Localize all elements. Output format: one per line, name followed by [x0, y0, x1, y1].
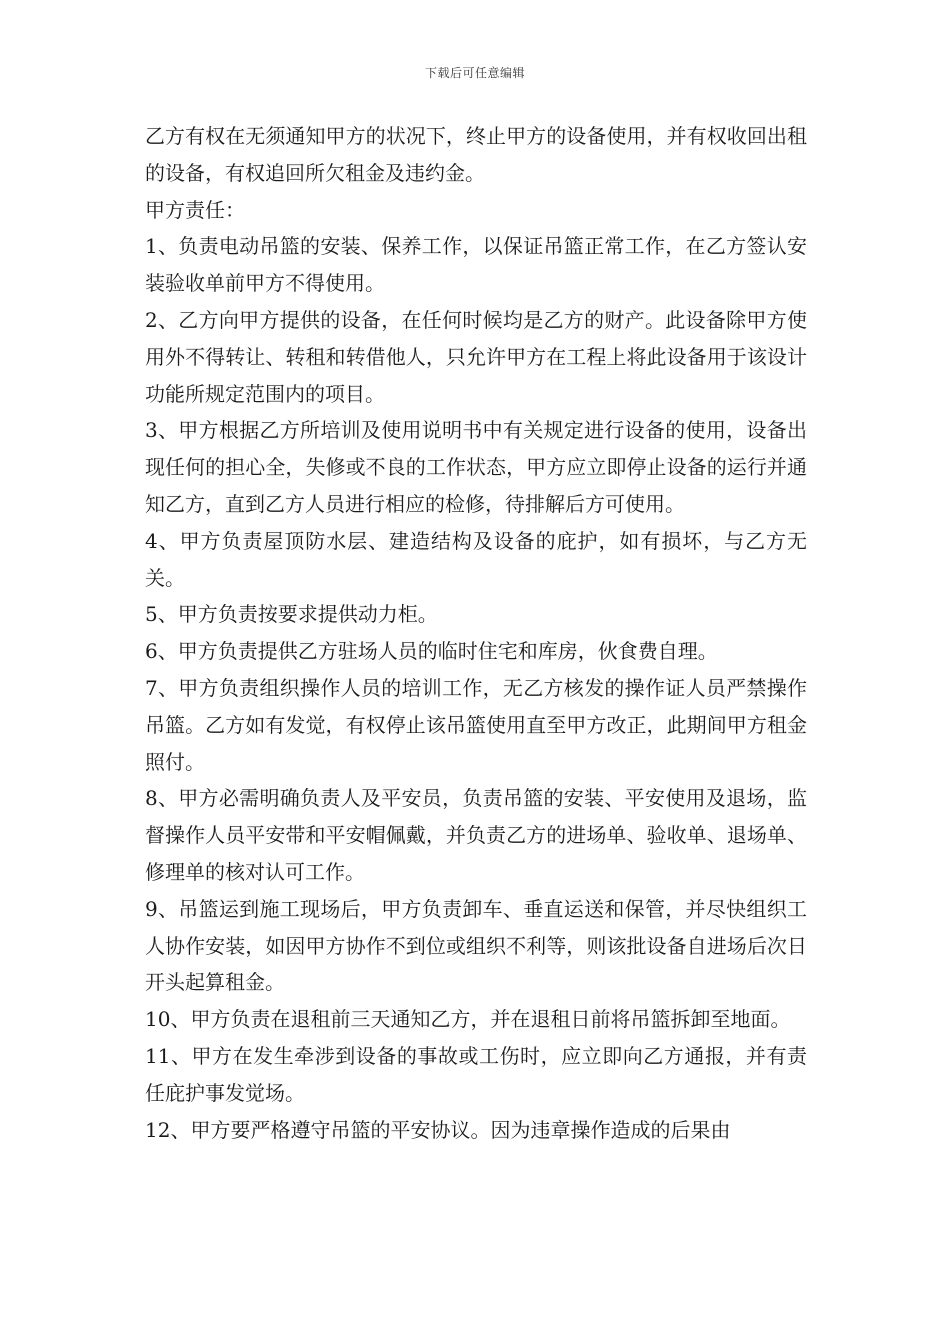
clause-4: 4、甲方负责屋顶防水层、建造结构及设备的庇护，如有损坏，与乙方无关。: [145, 528, 807, 590]
paragraph: 乙方有权在无须通知甲方的状况下，终止甲方的设备使用，并有权收回出租的设备，有权追回所欠租金及违约金。: [145, 124, 807, 185]
clause-1: 1、负责电动吊篮的安装、保养工作，以保证吊篮正常工作，在乙方签认安装验收单前甲方不得使用。: [145, 234, 807, 296]
clause-12: 12、甲方要严格遵守吊篮的平安协议。因为违章操作造成的后果由: [145, 1117, 731, 1142]
clause-5: 5、甲方负责按要求提供动力柜。: [145, 602, 438, 627]
clause-8: 8、甲方必需明确负责人及平安员，负责吊篮的安装、平安使用及退场，监督操作人员平安带和平安帽佩戴，并负责乙方的进场单、验收单、退场单、修理单的核对认可工作。: [145, 786, 807, 884]
clause-11: 11、甲方在发生牵涉到设备的事故或工伤时，应立即向乙方通报，并有责任庇护事发觉场。: [145, 1043, 807, 1105]
clause-3: 3、甲方根据乙方所培训及使用说明书中有关规定进行设备的使用，设备出现任何的担心全，失修或不良的工作状态，甲方应立即停止设备的运行并通知乙方，直到乙方人员进行相应的检修，待排解后方可使用。: [145, 418, 807, 516]
document-body: [145, 118, 807, 1148]
section-heading: 甲方责任：: [145, 197, 245, 222]
clause-10: 10、甲方负责在退租前三天通知乙方，并在退租日前将吊篮拆卸至地面。: [145, 1007, 791, 1032]
clause-2: 2、乙方向甲方提供的设备，在任何时候均是乙方的财产。此设备除甲方使用外不得转让、转租和转借他人，只允许甲方在工程上将此设备用于该设计功能所规定范围内的项目。: [145, 307, 807, 406]
clause-7: 7、甲方负责组织操作人员的培训工作，无乙方核发的操作证人员严禁操作吊篮。乙方如有发觉，有权停止该吊篮使用直至甲方改正，此期间甲方租金照付。: [145, 675, 807, 774]
clause-6: 6、甲方负责提供乙方驻场人员的临时住宅和库房，伙食费自理。: [145, 639, 718, 664]
page-header: 下载后可任意编辑: [424, 66, 525, 80]
clause-9: 9、吊篮运到施工现场后，甲方负责卸车、垂直运送和保管，并尽快组织工人协作安装，如因甲方协作不到位或组织不利等，则该批设备自进场后次日开头起算租金。: [145, 896, 807, 995]
